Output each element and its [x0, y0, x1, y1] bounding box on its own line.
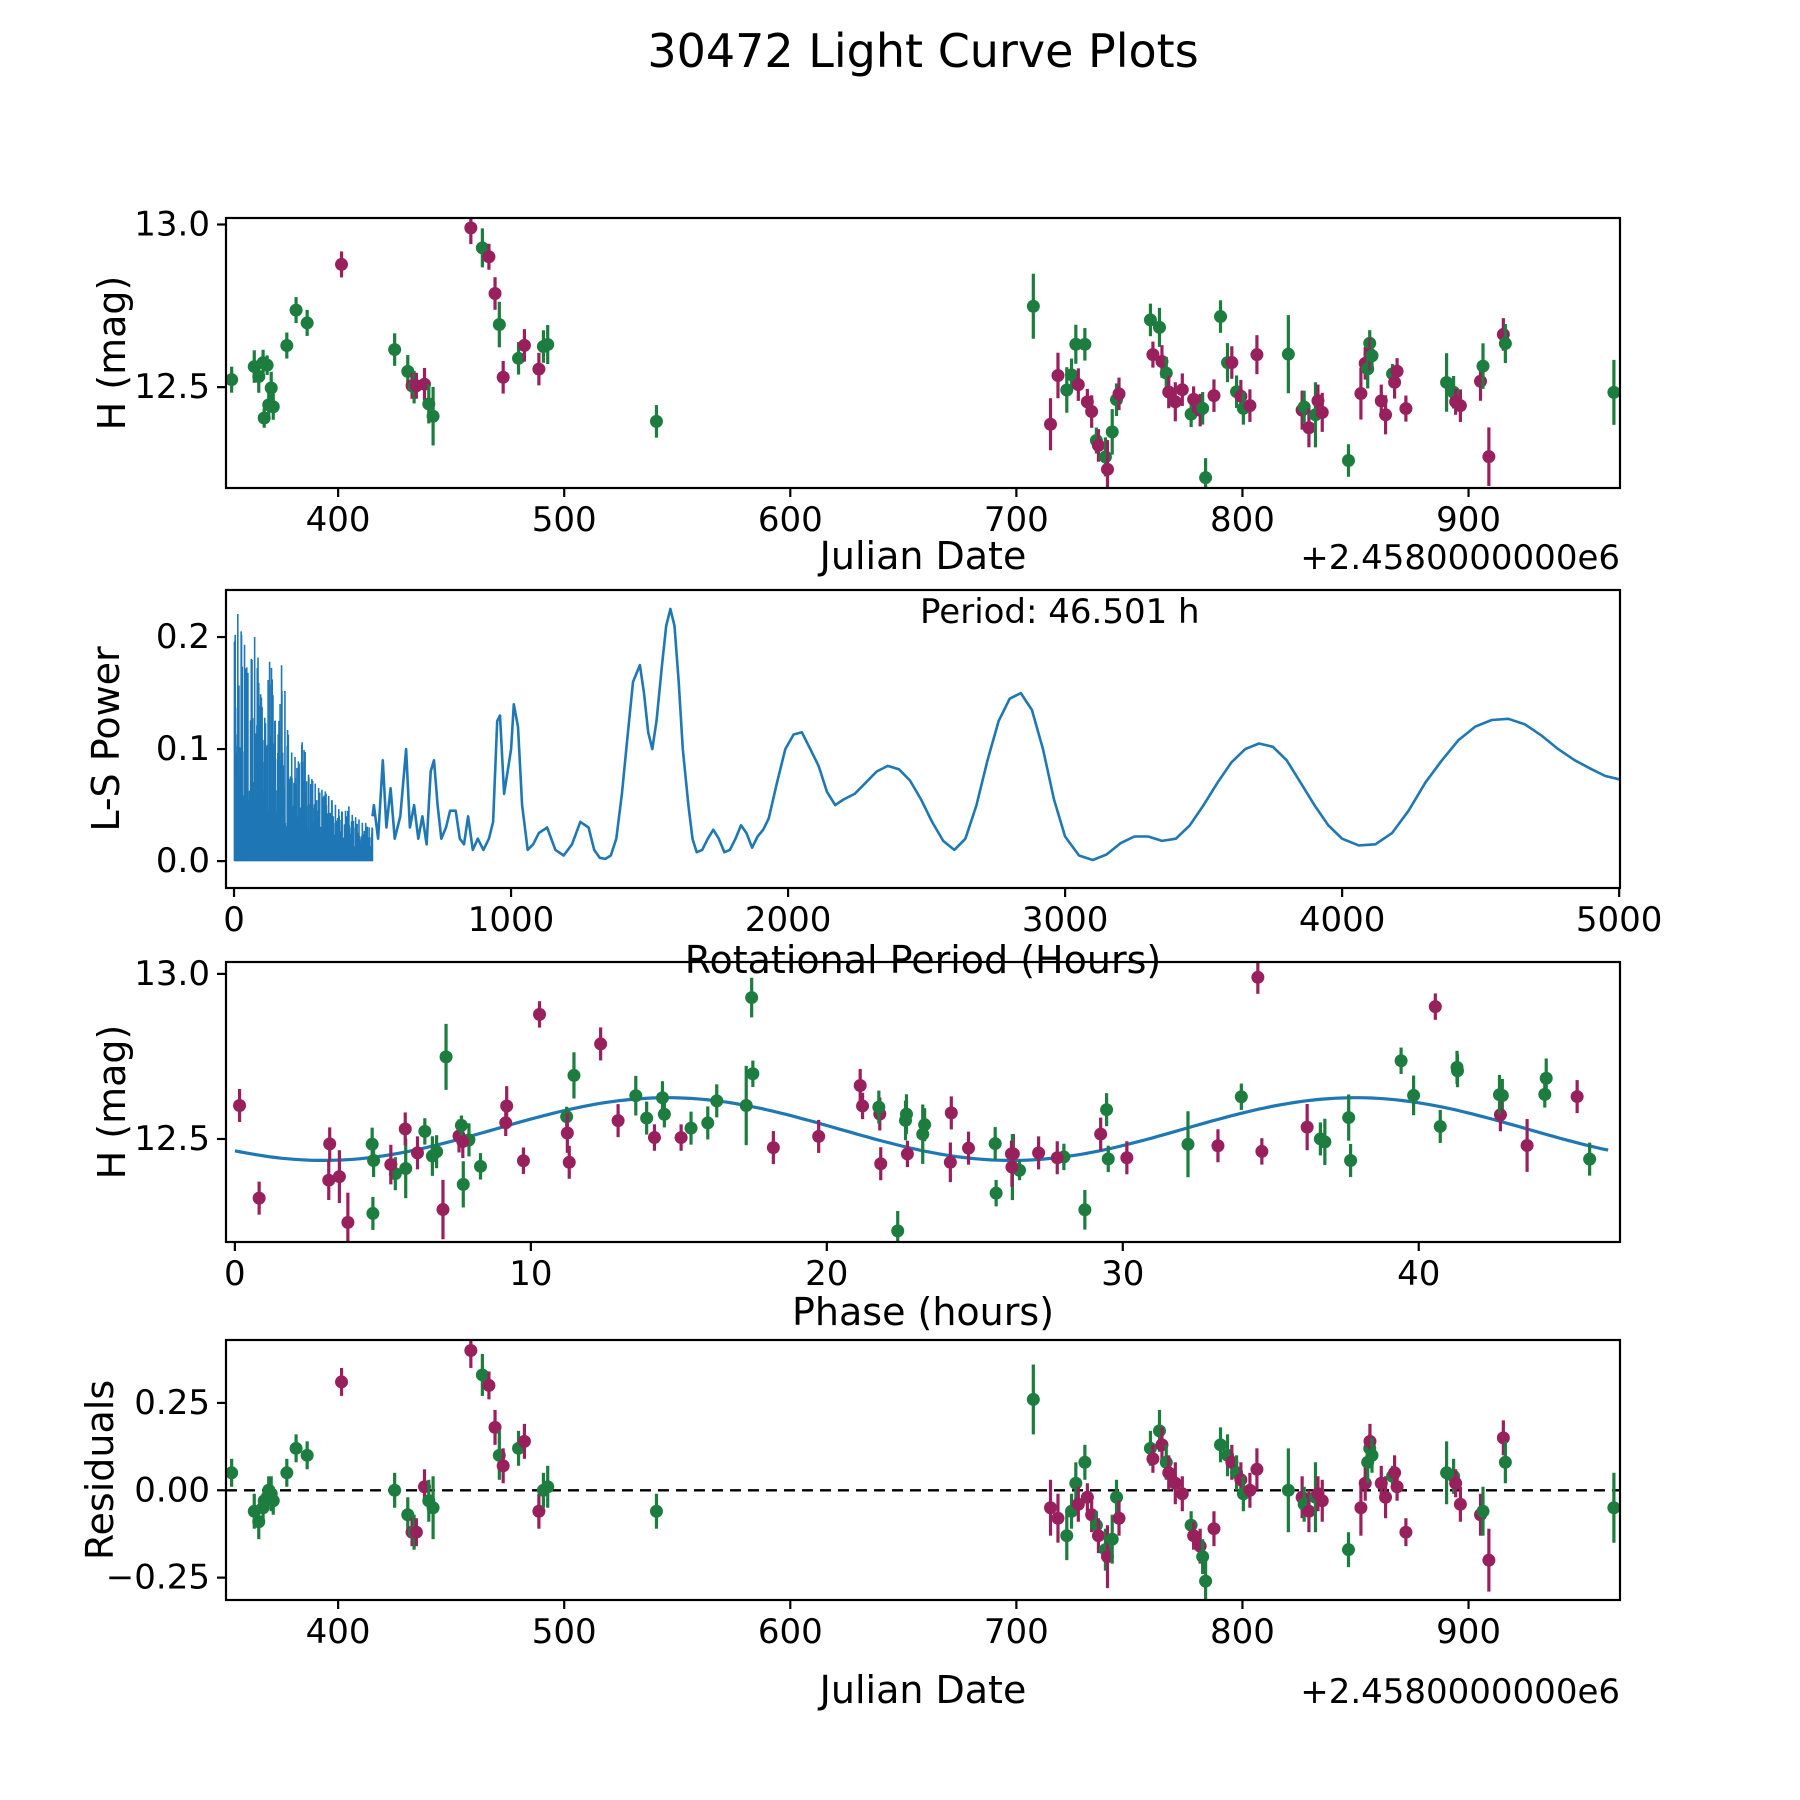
data-point-g — [629, 1089, 642, 1102]
lightcurve-ytick-label: 13.0 — [134, 204, 210, 245]
data-point-g — [1199, 1575, 1212, 1588]
periodogram-data-area — [234, 609, 1619, 861]
data-point-g — [656, 1091, 669, 1104]
periodogram-plot — [156, 590, 1663, 940]
data-point-g — [1434, 1120, 1447, 1133]
data-point-p — [874, 1157, 887, 1170]
data-point-g — [1181, 1138, 1194, 1151]
data-point-p — [563, 1156, 576, 1169]
data-point-p — [1092, 439, 1105, 452]
data-point-p — [335, 258, 348, 271]
data-point-p — [1388, 1466, 1401, 1479]
data-point-p — [1474, 375, 1487, 388]
data-point-p — [1101, 463, 1114, 476]
periodogram-xtick-label: 0 — [223, 899, 245, 940]
data-point-p — [1388, 376, 1401, 389]
data-point-g — [1342, 454, 1355, 467]
data-point-g — [567, 1069, 580, 1082]
data-point-g — [1342, 1111, 1355, 1124]
residuals-xlabel: Julian Date — [819, 1668, 1027, 1712]
data-point-p — [1044, 1501, 1057, 1514]
data-point-g — [1027, 1393, 1040, 1406]
phase-points — [233, 961, 1596, 1252]
periodogram-noise-spikes — [234, 614, 372, 861]
data-point-g — [1110, 1491, 1123, 1504]
phase-data-area — [233, 961, 1608, 1252]
data-point-p — [1225, 356, 1238, 369]
data-point-g — [1235, 1090, 1248, 1103]
lightcurve-xtick-label: 800 — [1209, 499, 1275, 540]
data-point-p — [1044, 418, 1057, 431]
data-point-g — [1583, 1153, 1596, 1166]
data-point-g — [1060, 1529, 1073, 1542]
data-point-p — [341, 1216, 354, 1229]
data-point-g — [267, 1494, 280, 1507]
data-point-g — [1106, 1533, 1119, 1546]
data-point-p — [1092, 1529, 1105, 1542]
lightcurve-ylabel: H (mag) — [90, 275, 134, 431]
data-point-g — [225, 373, 238, 386]
data-point-p — [1399, 1526, 1412, 1539]
data-point-p — [1379, 408, 1392, 421]
data-point-p — [1359, 1477, 1372, 1490]
data-point-g — [290, 1442, 303, 1455]
data-point-p — [1094, 1128, 1107, 1141]
data-point-g — [388, 1484, 401, 1497]
data-point-g — [1499, 1456, 1512, 1469]
residuals-plot — [106, 1333, 1621, 1652]
data-point-p — [648, 1131, 661, 1144]
periodogram-ytick-label: 0.1 — [155, 729, 210, 770]
data-point-p — [233, 1099, 246, 1112]
data-point-g — [1078, 338, 1091, 351]
data-point-p — [518, 1435, 531, 1448]
phase-ylabel: H (mag) — [90, 1024, 134, 1180]
data-point-p — [1482, 450, 1495, 463]
periodogram-curve — [373, 609, 1620, 860]
lightcurve-ticks — [134, 205, 1501, 540]
data-point-g — [1196, 1550, 1209, 1563]
data-point-p — [1085, 405, 1098, 418]
data-point-p — [1354, 387, 1367, 400]
data-point-p — [1251, 971, 1264, 984]
data-point-p — [335, 1375, 348, 1388]
periodogram-xtick-label: 2000 — [744, 899, 832, 940]
data-point-p — [482, 250, 495, 263]
data-point-g — [493, 318, 506, 331]
lightcurve-points — [225, 212, 1620, 499]
residuals-xtick-label: 700 — [983, 1611, 1049, 1652]
data-point-p — [856, 1099, 869, 1112]
residuals-xtick-label: 600 — [757, 1611, 823, 1652]
data-point-g — [1102, 1152, 1115, 1165]
data-point-p — [594, 1037, 607, 1050]
data-point-p — [533, 1008, 546, 1021]
periodogram-xtick-label: 1000 — [467, 899, 555, 940]
data-point-g — [1493, 1088, 1506, 1101]
phase-xtick-label: 40 — [1397, 1253, 1441, 1294]
data-point-g — [640, 1112, 653, 1125]
periodogram-xtick-label: 5000 — [1575, 899, 1663, 940]
data-point-p — [399, 1122, 412, 1135]
data-point-p — [464, 221, 477, 234]
data-point-p — [1250, 1463, 1263, 1476]
data-point-p — [1051, 369, 1064, 382]
lightcurve-xtick-label: 600 — [757, 499, 823, 540]
lightcurve-data-area — [225, 212, 1620, 499]
data-point-p — [489, 287, 502, 300]
data-point-p — [812, 1130, 825, 1143]
data-point-p — [1354, 1501, 1367, 1514]
data-point-p — [1429, 1000, 1442, 1013]
data-point-p — [1379, 1491, 1392, 1504]
data-point-g — [1607, 1501, 1620, 1514]
data-point-p — [436, 1203, 449, 1216]
data-point-p — [1316, 406, 1329, 419]
data-point-g — [1199, 471, 1212, 484]
data-point-g — [916, 1128, 929, 1141]
data-point-p — [1176, 383, 1189, 396]
data-point-p — [1234, 390, 1247, 403]
data-point-g — [1451, 1061, 1464, 1074]
phase-xtick-label: 30 — [1101, 1253, 1145, 1294]
data-point-p — [456, 1135, 469, 1148]
data-point-p — [1051, 1512, 1064, 1525]
data-point-p — [1302, 421, 1315, 434]
data-point-p — [410, 1526, 423, 1539]
data-point-p — [464, 1344, 477, 1357]
data-point-g — [650, 415, 663, 428]
data-point-g — [455, 1119, 468, 1132]
data-point-g — [280, 339, 293, 352]
data-point-p — [518, 339, 531, 352]
data-point-p — [1454, 1498, 1467, 1511]
data-point-g — [457, 1178, 470, 1191]
data-point-g — [366, 1138, 379, 1151]
data-point-g — [1344, 1154, 1357, 1167]
data-point-p — [1051, 1151, 1064, 1164]
data-point-g — [701, 1116, 714, 1129]
data-point-p — [1301, 1121, 1314, 1134]
lightcurve-axes-frame — [226, 218, 1620, 488]
phase-ytick-label: 12.5 — [134, 1118, 210, 1159]
period-annotation: Period: 46.501 h — [920, 592, 1200, 632]
data-point-g — [1099, 450, 1112, 463]
lightcurve-xtick-label: 400 — [305, 499, 371, 540]
data-point-p — [323, 1137, 336, 1150]
residuals-axes-frame — [226, 1340, 1620, 1600]
data-point-p — [1005, 1147, 1018, 1160]
data-point-g — [1160, 367, 1173, 380]
data-point-p — [1497, 1431, 1510, 1444]
data-point-g — [1607, 386, 1620, 399]
data-point-g — [225, 1466, 238, 1479]
periodogram-ytick-label: 0.0 — [155, 841, 210, 882]
data-point-g — [1395, 1054, 1408, 1067]
data-point-p — [1207, 1522, 1220, 1535]
data-point-p — [944, 1156, 957, 1169]
data-point-g — [685, 1122, 698, 1135]
phase-ytick-label: 13.0 — [134, 953, 210, 994]
data-point-p — [1391, 365, 1404, 378]
data-point-g — [1318, 1135, 1331, 1148]
data-point-g — [1153, 321, 1166, 334]
lightcurve-xtick-label: 700 — [983, 499, 1049, 540]
residuals-ytick-label: 0.00 — [134, 1470, 210, 1511]
periodogram-ylabel: L-S Power — [84, 646, 128, 832]
residuals-xtick-label: 800 — [1209, 1611, 1275, 1652]
data-point-p — [1521, 1139, 1534, 1152]
data-point-g — [746, 1067, 759, 1080]
data-point-p — [532, 363, 545, 376]
residuals-xtick-label: 900 — [1436, 1611, 1501, 1652]
phase-xtick-label: 0 — [224, 1253, 246, 1294]
data-point-g — [265, 382, 278, 395]
data-point-g — [474, 1160, 487, 1173]
residuals-jd-offset: +2.4580000000e6 — [1300, 1672, 1620, 1712]
data-point-p — [497, 1459, 510, 1472]
data-point-p — [767, 1141, 780, 1154]
data-point-g — [989, 1137, 1002, 1150]
phase-xtick-label: 10 — [509, 1253, 553, 1294]
data-point-p — [411, 1146, 424, 1159]
figure-title: 30472 Light Curve Plots — [647, 24, 1199, 78]
data-point-p — [1072, 378, 1085, 391]
lightcurve-jd-offset: +2.4580000000e6 — [1300, 538, 1620, 578]
data-point-g — [366, 1207, 379, 1220]
data-point-p — [1146, 1452, 1159, 1465]
data-point-p — [1454, 399, 1467, 412]
data-point-g — [267, 400, 280, 413]
data-point-g — [280, 1466, 293, 1479]
data-point-p — [517, 1154, 530, 1167]
data-point-p — [1113, 1512, 1126, 1525]
data-point-g — [1106, 425, 1119, 438]
residuals-ytick-label: 0.25 — [134, 1382, 210, 1423]
data-point-p — [384, 1158, 397, 1171]
data-point-g — [899, 1114, 912, 1127]
data-point-g — [541, 1480, 554, 1493]
data-point-g — [261, 359, 274, 372]
data-point-p — [497, 371, 510, 384]
data-point-p — [675, 1131, 688, 1144]
data-point-p — [1255, 1145, 1268, 1158]
data-point-g — [1153, 1424, 1166, 1437]
data-point-g — [1282, 1484, 1295, 1497]
data-point-g — [440, 1050, 453, 1063]
data-point-p — [1211, 1139, 1224, 1152]
data-point-g — [541, 338, 554, 351]
lightcurve-xlabel: Julian Date — [819, 534, 1027, 578]
data-point-p — [1302, 1505, 1315, 1518]
data-point-g — [990, 1187, 1003, 1200]
data-point-g — [1027, 300, 1040, 313]
periodogram-ytick-label: 0.2 — [155, 617, 210, 658]
data-point-g — [650, 1505, 663, 1518]
data-point-p — [561, 1127, 574, 1140]
data-point-g — [290, 304, 303, 317]
periodogram-xtick-label: 4000 — [1298, 899, 1386, 940]
residuals-xtick-label: 400 — [305, 1611, 371, 1652]
phase-plot — [134, 954, 1620, 1294]
data-point-p — [1399, 402, 1412, 415]
data-point-g — [1342, 1543, 1355, 1556]
data-point-g — [427, 410, 440, 423]
data-point-p — [962, 1142, 975, 1155]
data-point-p — [1316, 1494, 1329, 1507]
data-point-g — [1538, 1088, 1551, 1101]
periodogram-xtick-label: 3000 — [1021, 899, 1109, 940]
data-point-p — [499, 1116, 512, 1129]
data-point-p — [612, 1114, 625, 1127]
data-point-g — [1476, 1505, 1489, 1518]
data-point-p — [1363, 1435, 1376, 1448]
periodogram-axes-frame — [226, 590, 1620, 888]
data-point-g — [740, 1099, 753, 1112]
data-point-p — [1391, 1480, 1404, 1493]
data-point-p — [1571, 1090, 1584, 1103]
data-point-g — [1407, 1089, 1420, 1102]
data-point-g — [1078, 1203, 1091, 1216]
residuals-ytick-label: −0.25 — [105, 1557, 210, 1598]
residuals-points — [225, 1333, 1620, 1602]
data-point-g — [1499, 337, 1512, 350]
data-point-g — [418, 1125, 431, 1138]
data-point-g — [1365, 1449, 1378, 1462]
phase-xtick-label: 20 — [805, 1253, 849, 1294]
data-point-p — [322, 1174, 335, 1187]
data-point-g — [658, 1108, 671, 1121]
data-point-p — [1234, 1473, 1247, 1486]
data-point-g — [1365, 349, 1378, 362]
residuals-ylabel: Residuals — [78, 1379, 122, 1561]
data-point-p — [1243, 399, 1256, 412]
data-point-g — [1069, 1477, 1082, 1490]
data-point-p — [1207, 389, 1220, 402]
data-point-p — [945, 1106, 958, 1119]
periodogram-xlabel: Rotational Period (Hours) — [684, 938, 1162, 982]
lightcurve-xtick-label: 900 — [1436, 499, 1501, 540]
phase-xlabel: Phase (hours) — [791, 1290, 1055, 1334]
lightcurve-xtick-label: 500 — [531, 499, 597, 540]
data-point-p — [253, 1192, 266, 1205]
data-point-g — [388, 343, 401, 356]
data-point-p — [901, 1147, 914, 1160]
residuals-xtick-label: 500 — [531, 1611, 597, 1652]
data-point-g — [1214, 310, 1227, 323]
data-point-p — [1482, 1554, 1495, 1567]
residuals-ticks — [106, 1383, 1501, 1652]
data-point-g — [1078, 1456, 1091, 1469]
lightcurve-plot — [134, 205, 1620, 540]
data-point-g — [745, 991, 758, 1004]
data-point-p — [1120, 1151, 1133, 1164]
data-point-g — [710, 1094, 723, 1107]
data-point-p — [854, 1079, 867, 1092]
data-point-g — [1196, 402, 1209, 415]
data-point-g — [891, 1224, 904, 1237]
data-point-p — [482, 1379, 495, 1392]
data-point-p — [1032, 1146, 1045, 1159]
data-point-g — [1100, 1103, 1113, 1116]
data-point-g — [430, 1145, 443, 1158]
data-point-p — [1250, 348, 1263, 361]
data-point-p — [1113, 387, 1126, 400]
data-point-g — [427, 1501, 440, 1514]
data-point-g — [301, 316, 314, 329]
residuals-data-area — [225, 1333, 1620, 1602]
data-point-p — [1176, 1487, 1189, 1500]
data-point-g — [1282, 348, 1295, 361]
data-point-p — [1169, 395, 1182, 408]
data-point-g — [872, 1101, 885, 1114]
data-point-g — [1476, 360, 1489, 373]
data-point-g — [301, 1449, 314, 1462]
lightcurve-ytick-label: 12.5 — [134, 367, 210, 408]
data-point-p — [1243, 1484, 1256, 1497]
